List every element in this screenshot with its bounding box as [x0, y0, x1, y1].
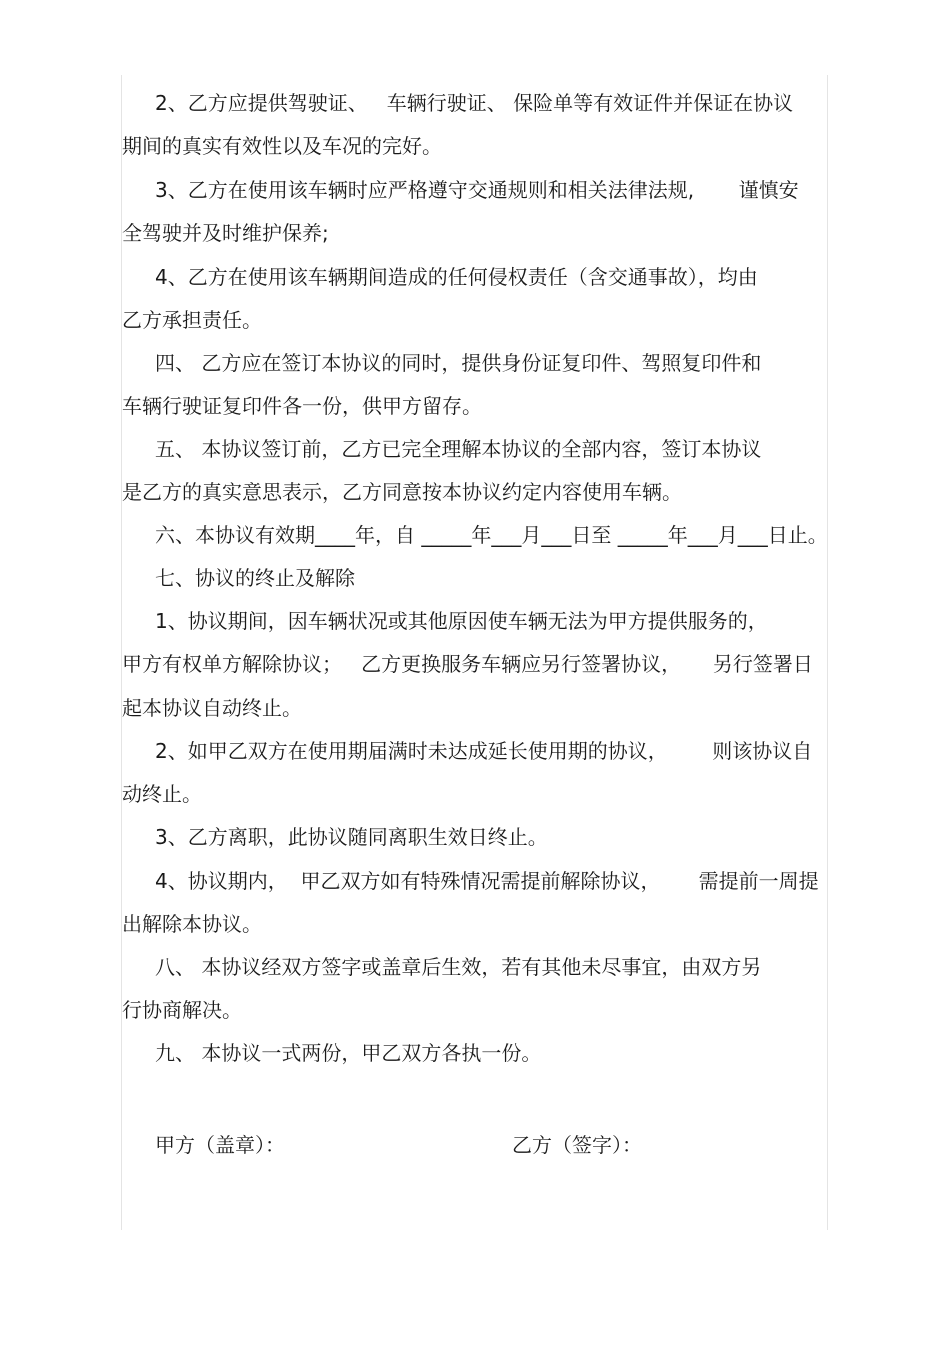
- paragraph-line: 动终止。: [122, 782, 202, 806]
- paragraph-line: 期间的真实有效性以及车况的完好。: [122, 134, 442, 158]
- page-border-right: [827, 75, 828, 1230]
- paragraph-line: 4、乙方在使用该车辆期间造成的任何侵权责任（含交通事故），均由: [155, 265, 758, 289]
- paragraph-line: 1、协议期间，因车辆状况或其他原因使车辆无法为甲方提供服务的，: [155, 609, 768, 633]
- paragraph-line: 2、如甲乙双方在使用期届满时未达成延长使用期的协议， 则该协议自: [155, 739, 813, 763]
- validity-period-line: 六、本协议有效期____年，自 _____年___月___日至 _____年___月___日止。: [155, 523, 828, 547]
- paragraph-line: 4、协议期内， 甲乙双方如有特殊情况需提前解除协议， 需提前一周提: [155, 869, 819, 893]
- paragraph-line: 3、乙方离职，此协议随同离职生效日终止。: [155, 825, 548, 849]
- paragraph-line: 出解除本协议。: [122, 912, 262, 936]
- paragraph-line: 行协商解决。: [122, 998, 242, 1022]
- paragraph-line: 八、 本协议经双方签字或盖章后生效，若有其他未尽事宜，由双方另: [155, 955, 762, 979]
- paragraph-line: 起本协议自动终止。: [122, 696, 302, 720]
- paragraph-line: 3、乙方在使用该车辆时应严格遵守交通规则和相关法律法规, 谨慎安: [155, 178, 799, 202]
- paragraph-line: 乙方承担责任。: [122, 308, 262, 332]
- paragraph-line: 五、 本协议签订前，乙方已完全理解本协议的全部内容，签订本协议: [155, 437, 762, 461]
- paragraph-line: 2、乙方应提供驾驶证、 车辆行驶证、 保险单等有效证件并保证在协议: [155, 91, 794, 115]
- party-b-signature-label: 乙方（签字）：: [512, 1133, 642, 1157]
- paragraph-line: 全驾驶并及时维护保养;: [122, 221, 329, 245]
- section-heading: 七、协议的终止及解除: [155, 566, 355, 590]
- paragraph-line: 车辆行驶证复印件各一份，供甲方留存。: [122, 394, 482, 418]
- paragraph-line: 是乙方的真实意思表示，乙方同意按本协议约定内容使用车辆。: [122, 480, 682, 504]
- party-a-signature-label: 甲方（盖章）：: [155, 1133, 285, 1157]
- paragraph-line: 九、 本协议一式两份，甲乙双方各执一份。: [155, 1041, 542, 1065]
- paragraph-line: 甲方有权单方解除协议； 乙方更换服务车辆应另行签署协议， 另行签署日: [122, 652, 813, 676]
- paragraph-line: 四、 乙方应在签订本协议的同时，提供身份证复印件、驾照复印件和: [155, 351, 762, 375]
